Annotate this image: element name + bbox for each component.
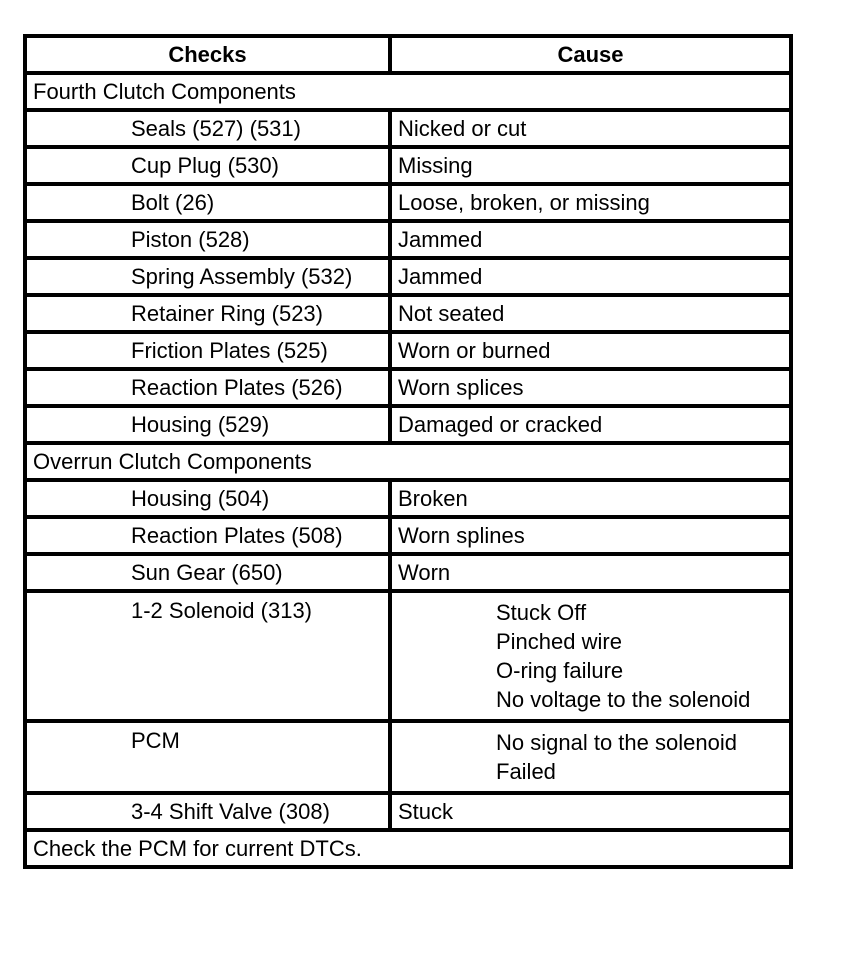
table-row <box>25 793 791 830</box>
check-cell: Bolt (26) <box>25 184 390 221</box>
cause-cell <box>390 591 791 721</box>
cause-line: O-ring failure <box>496 658 624 683</box>
cause-line: Loose, broken, or missing <box>398 189 650 215</box>
section-row <box>25 73 791 110</box>
table-row <box>25 295 791 332</box>
cause-line: Worn splices <box>398 374 524 400</box>
cause-cell <box>390 369 791 406</box>
footer-note: Check the PCM for current DTCs. <box>25 830 791 867</box>
cause-line: Broken <box>398 485 468 511</box>
cause-header: Cause <box>390 36 791 73</box>
diagnosis-table <box>23 34 793 869</box>
cause-line: Jammed <box>398 263 483 289</box>
cause-cell <box>390 554 791 591</box>
table-row <box>25 258 791 295</box>
footer-row <box>25 830 791 867</box>
cause-cell <box>390 147 791 184</box>
cause-line: Worn splines <box>398 522 525 548</box>
check-cell: Sun Gear (650) <box>25 554 390 591</box>
table-body <box>25 73 791 867</box>
cause-cell <box>390 221 791 258</box>
check-cell: 3-4 Shift Valve (308) <box>25 793 390 830</box>
table-row <box>25 406 791 443</box>
cause-line: Stuck <box>398 798 454 824</box>
cause-line: Pinched wire <box>496 629 622 654</box>
check-cell: Spring Assembly (532) <box>25 258 390 295</box>
table-row <box>25 184 791 221</box>
check-cell: Piston (528) <box>25 221 390 258</box>
cause-line: Worn <box>398 559 451 585</box>
checks-header: Checks <box>25 36 390 73</box>
check-cell: Housing (529) <box>25 406 390 443</box>
cause-cell <box>390 332 791 369</box>
cause-cell <box>390 480 791 517</box>
table-row <box>25 591 791 721</box>
check-cell: Friction Plates (525) <box>25 332 390 369</box>
table-row <box>25 517 791 554</box>
cause-cell <box>390 517 791 554</box>
cause-cell <box>390 258 791 295</box>
check-cell: Cup Plug (530) <box>25 147 390 184</box>
table-row <box>25 369 791 406</box>
cause-line: Jammed <box>398 226 483 252</box>
table-row <box>25 721 791 793</box>
table-row <box>25 554 791 591</box>
cause-cell <box>390 406 791 443</box>
cause-line: No voltage to the solenoid <box>496 687 751 712</box>
check-cell: Retainer Ring (523) <box>25 295 390 332</box>
cause-cell <box>390 184 791 221</box>
cause-line: Not seated <box>398 300 505 326</box>
table-row <box>25 110 791 147</box>
check-cell: Reaction Plates (526) <box>25 369 390 406</box>
cause-line: Damaged or cracked <box>398 411 603 437</box>
check-cell: Reaction Plates (508) <box>25 517 390 554</box>
check-cell: 1-2 Solenoid (313) <box>25 591 390 721</box>
header-row <box>25 36 791 73</box>
check-cell: Seals (527) (531) <box>25 110 390 147</box>
table-row <box>25 221 791 258</box>
section-title: Overrun Clutch Components <box>25 443 791 480</box>
cause-cell <box>390 295 791 332</box>
cause-line: Missing <box>398 152 473 178</box>
section-title: Fourth Clutch Components <box>25 73 791 110</box>
cause-cell <box>390 721 791 793</box>
table-row <box>25 147 791 184</box>
cause-line: Worn or burned <box>398 337 551 363</box>
cause-line: No signal to the solenoid <box>496 730 737 755</box>
cause-cell <box>390 110 791 147</box>
table-row <box>25 332 791 369</box>
check-cell: PCM <box>25 721 390 793</box>
table-row <box>25 480 791 517</box>
section-row <box>25 443 791 480</box>
cause-line: Failed <box>496 759 556 784</box>
check-cell: Housing (504) <box>25 480 390 517</box>
cause-line: Nicked or cut <box>398 115 527 141</box>
cause-line: Stuck Off <box>496 600 587 625</box>
cause-cell <box>390 793 791 830</box>
